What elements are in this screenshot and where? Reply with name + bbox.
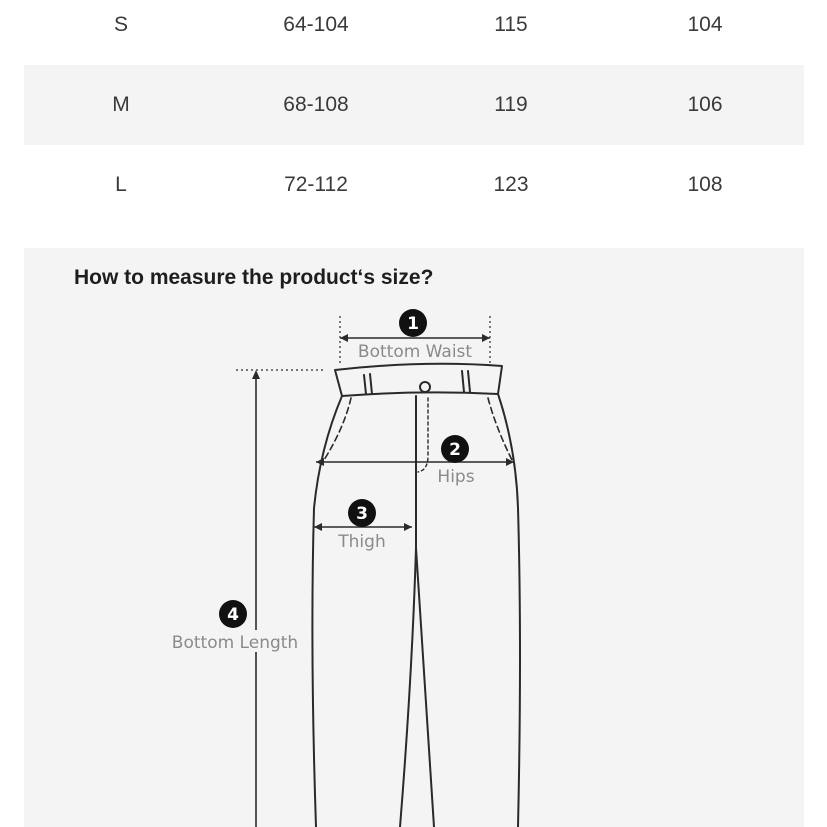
pants-diagram [24,248,804,827]
length-cell: 115 [494,13,528,36]
length-cell: 119 [494,93,528,116]
badge-1-number: 1 [407,314,419,334]
pants-illustration [312,364,520,827]
measurement-guide [24,248,804,827]
length-label: Bottom Length [171,633,299,653]
size-cell: S [113,13,128,36]
waist-label: Bottom Waist [357,342,473,362]
table-row [24,65,804,145]
thigh-label: Thigh [338,532,386,552]
waist-cell: 64-104 [283,13,349,36]
size-table [24,0,804,240]
badge-4-number: 4 [227,605,239,625]
badge-3-number: 3 [356,504,368,524]
hips-cell: 104 [687,13,723,36]
waist-cell: 72-112 [284,173,348,196]
length-measure-line [236,370,324,827]
waist-cell: 68-108 [283,93,349,116]
size-cell: L [115,173,127,196]
length-cell: 123 [493,173,529,196]
hips-cell: 106 [687,93,723,116]
size-cell: M [112,93,130,116]
measure-title: How to measure the product‘s size? [74,266,434,289]
table-row [24,145,804,225]
table-row [24,0,804,65]
hips-label: Hips [437,467,475,487]
hips-cell: 108 [687,173,723,196]
badge-2-number: 2 [449,440,461,460]
